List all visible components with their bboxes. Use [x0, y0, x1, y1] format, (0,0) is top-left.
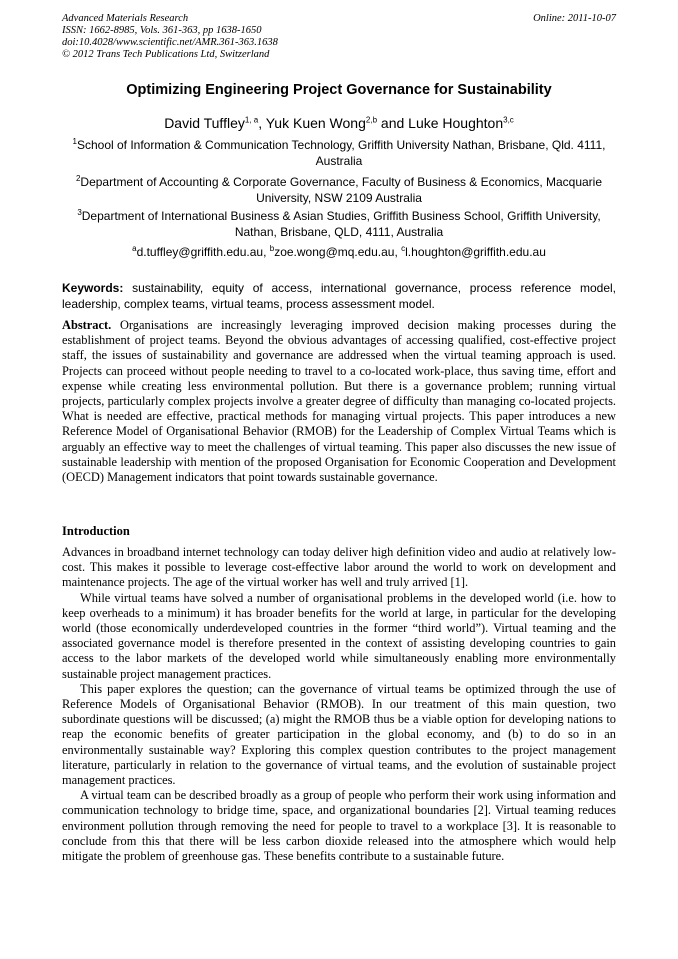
author-superscript: 1, a — [244, 115, 259, 125]
affiliation-2 — [62, 174, 616, 206]
paper-title: Optimizing Engineering Project Governance for Sustainability — [126, 82, 552, 98]
author-superscript: 3,c — [503, 115, 514, 125]
journal-copyright: © 2012 Trans Tech Publications Ltd, Switzerland — [62, 49, 270, 60]
email-superscript: b — [269, 244, 275, 253]
introduction-section — [62, 545, 616, 864]
email-separator: , — [263, 245, 270, 259]
affiliation-1 — [62, 137, 616, 169]
email-superscript: a — [132, 244, 137, 253]
author-separator: and — [377, 115, 409, 131]
affiliation-text: School of Information & Communication Technology, Griffith University Nathan, Brisbane, Qld. 4111, Australia — [76, 138, 606, 168]
affiliation-text: Department of International Business & Asian Studies, Griffith Business School, Griffith University, Nathan, Brisbane, QLD, 4111, Australia — [81, 209, 601, 239]
author-separator: , — [258, 115, 266, 131]
journal-doi: doi:10.4028/www.scientific.net/AMR.361-363.1638 — [62, 37, 278, 48]
online-date: Online: 2011-10-07 — [533, 13, 616, 24]
keywords-section — [62, 281, 616, 312]
section-heading: Introduction — [62, 524, 130, 538]
keywords-text: sustainability, equity of access, international governance, process reference model, leadership, complex teams, virtual teams, process assessment model. — [62, 281, 616, 311]
body-paragraph: A virtual team can be described broadly as a group of people who perform their work using information and communication technology to bridge time, space, and organizational boundaries [2]. Virtual teaming reduces environment pollution through removing the need for people to travel to a workplace [3]. It is reasonable to conclude from this that there will be less carbon dioxide released into the atmosphere which would help mitigate the problem of greenhouse gas. These benefits contribute to a sustainable future. — [62, 788, 616, 864]
email-superscript: c — [401, 244, 406, 253]
affiliation-superscript: 2 — [75, 174, 81, 183]
affiliation-3 — [62, 208, 616, 240]
abstract-label: Abstract. — [62, 318, 112, 332]
journal-name: Advanced Materials Research — [62, 13, 189, 24]
email-link[interactable]: l.houghton@griffith.edu.au — [405, 245, 546, 259]
affiliation-superscript: 3 — [77, 208, 82, 217]
affiliation-superscript: 1 — [72, 137, 77, 146]
journal-header — [62, 13, 616, 61]
abstract-section — [62, 318, 616, 485]
body-paragraph: Advances in broadband internet technology can today deliver high definition video and audio at relatively low-cost. This makes it possible to leverage cost-effective labor around the world to work on development and maintenance projects. The age of the virtual worker has well and truly arrived [1]. — [62, 545, 616, 590]
author-name: Yuk Kuen Wong — [265, 115, 366, 131]
journal-issn: ISSN: 1662-8985, Vols. 361-363, pp 1638-1650 — [62, 25, 262, 36]
email-link[interactable]: zoe.wong@mq.edu.au — [274, 245, 395, 259]
author-name: David Tuffley — [164, 115, 245, 131]
email-link[interactable]: d.tuffley@griffith.edu.au — [136, 245, 264, 259]
affiliation-text: Department of Accounting & Corporate Governance, Faculty of Business & Economics, Macquarie University, NSW 2109 Australia — [80, 175, 603, 205]
body-paragraph: While virtual teams have solved a number of organisational problems in the developed world (i.e. how to keep overheads to a minimum) it has broader benefits for the world at large, in particular for the developing world (those economically underdeveloped countries in the former “third world”). Virtual teaming and the associated governance model is therefore presented in the context of assisting developing countries to gain access to the labor markets of the developed world while simultaneously enabling more environmentally sustainable project management practices. — [62, 590, 616, 681]
author-emails — [62, 244, 616, 260]
keywords-label: Keywords: — [62, 281, 124, 295]
author-name: Luke Houghton — [408, 115, 504, 131]
author-list — [62, 114, 616, 132]
body-paragraph: This paper explores the question; can the governance of virtual teams be optimized through the use of Reference Models of Organisational Behavior (RMOB). In our treatment of this main question, two subordinate questions will be discussed; (a) might the RMOB thus be a viable option for developing nations to reap the economic benefits of greater participation in the global economy, and (b) to do so in an environmentally sustainable way? Exploring this complex question contributes to the project management literature, particularly in relation to the governance of virtual teams, and the evolution of sustainable project management practices. — [62, 681, 616, 788]
abstract-text: Organisations are increasingly leveraging improved decision making processes during the establishment of project teams. Beyond the obvious advantages of accessing qualified, cost-effective project staff, the issues of sustainability and governance are addressed when the virtual teaming approach is used. Projects can proceed without people needing to travel to a co-located work-place, thus saving time, effort and expense while creating less environmental pollution. But there is a governance problem; running virtual projects, particularly complex projects involve a greater degree of difficulty than managing co-located projects. What is needed are effective, practical methods for managing virtual projects. This paper introduces a new Reference Model of Organisational Behavior (RMOB) for the Leadership of Complex Virtual Teams which is arguably an effective way to meet the challenges of virtual teaming. This paper also discusses the new issue of sustainable leadership with mention of the proposed Organisation for Economic Cooperation and Development (OECD) Management indicators that point towards sustainable governance. — [62, 318, 616, 485]
author-superscript: 2,b — [365, 115, 378, 125]
email-separator: , — [394, 245, 402, 259]
